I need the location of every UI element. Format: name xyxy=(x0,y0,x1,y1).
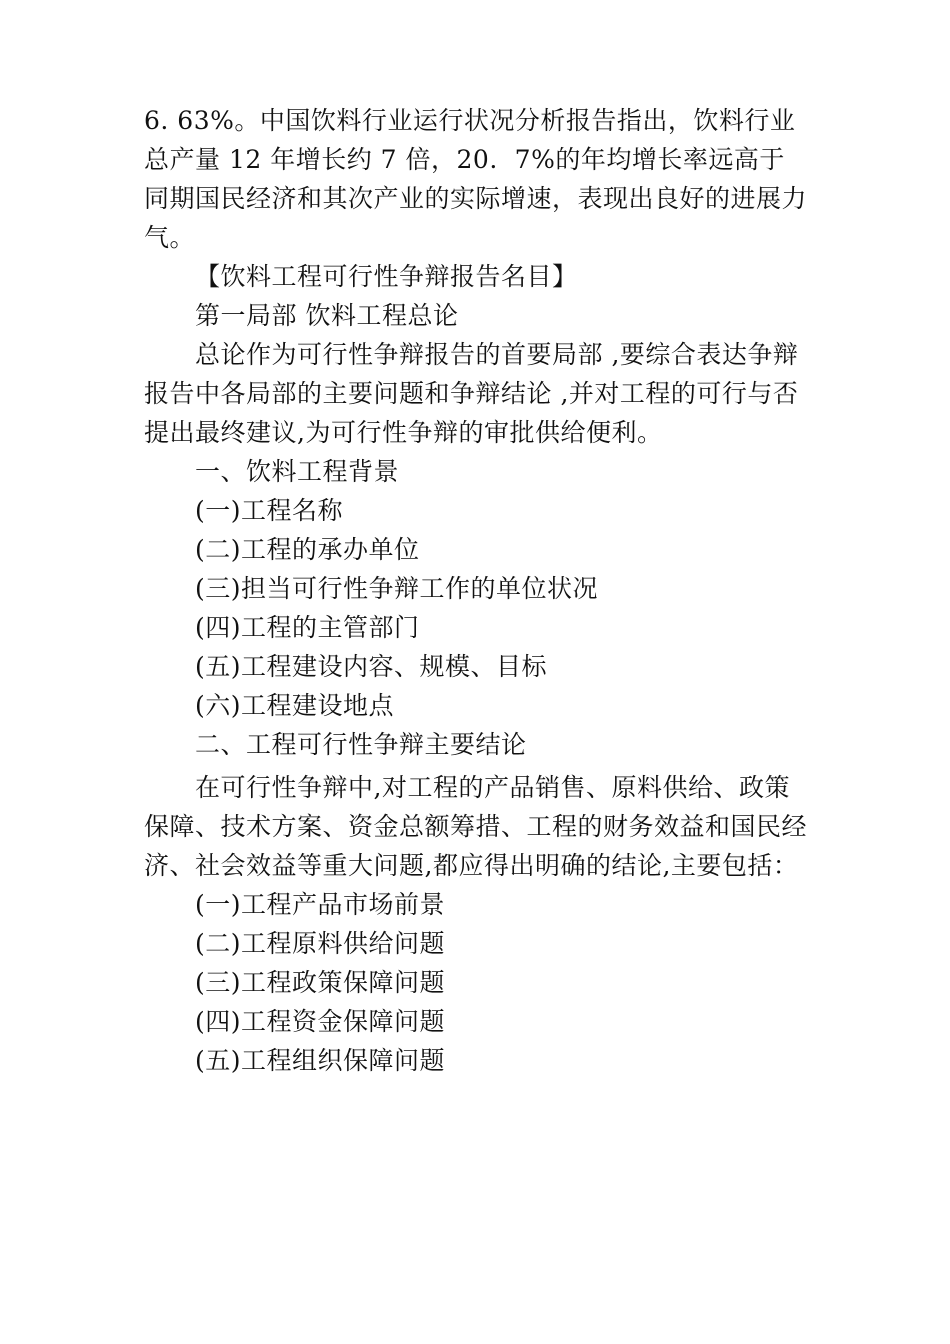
heading-section-two: 二、工程可行性争辩主要结论 xyxy=(195,730,527,759)
list-item: (二)工程的承办单位 xyxy=(195,535,420,564)
list-item: (五)工程组织保障问题 xyxy=(195,1046,446,1075)
list-item: (六)工程建设地点 xyxy=(195,691,395,720)
document-body xyxy=(144,101,808,1080)
list-item: (一)工程名称 xyxy=(195,496,344,525)
paragraph-growth-summary: 6. 63%。中国饮料行业运行状况分析报告指出，饮料行业总产量 12 年增长约 7 倍，20. 7%的年均增长率远高于同期国民经济和其次产业的实际增速，表现出良好的进展力气。 xyxy=(144,106,808,252)
list-item: (五)工程建设内容、规模、目标 xyxy=(195,652,548,681)
list-item: (二)工程原料供给问题 xyxy=(195,929,446,958)
list-item: (三)担当可行性争辩工作的单位状况 xyxy=(195,574,599,603)
list-item: (一)工程产品市场前景 xyxy=(195,890,446,919)
paragraph-overview: 总论作为可行性争辩报告的首要局部 ,要综合表达争辩报告中各局部的主要问题和争辩结论 ,并对工程的可行与否提出最终建议,为可行性争辩的审批供给便利。 xyxy=(144,340,799,447)
paragraph-conclusions: 在可行性争辩中,对工程的产品销售、原料供给、政策保障、技术方案、资金总额筹措、工程的财务效益和国民经济、社会效益等重大问题,都应得出明确的结论,主要包括： xyxy=(144,773,808,880)
list-item: (四)工程的主管部门 xyxy=(195,613,420,642)
heading-part-one: 第一局部 饮料工程总论 xyxy=(195,301,459,330)
list-item: (三)工程政策保障问题 xyxy=(195,968,446,997)
list-item: (四)工程资金保障问题 xyxy=(195,1007,446,1036)
heading-report-contents: 【饮料工程可行性争辩报告名目】 xyxy=(195,262,578,291)
heading-section-one: 一、饮料工程背景 xyxy=(195,457,400,486)
